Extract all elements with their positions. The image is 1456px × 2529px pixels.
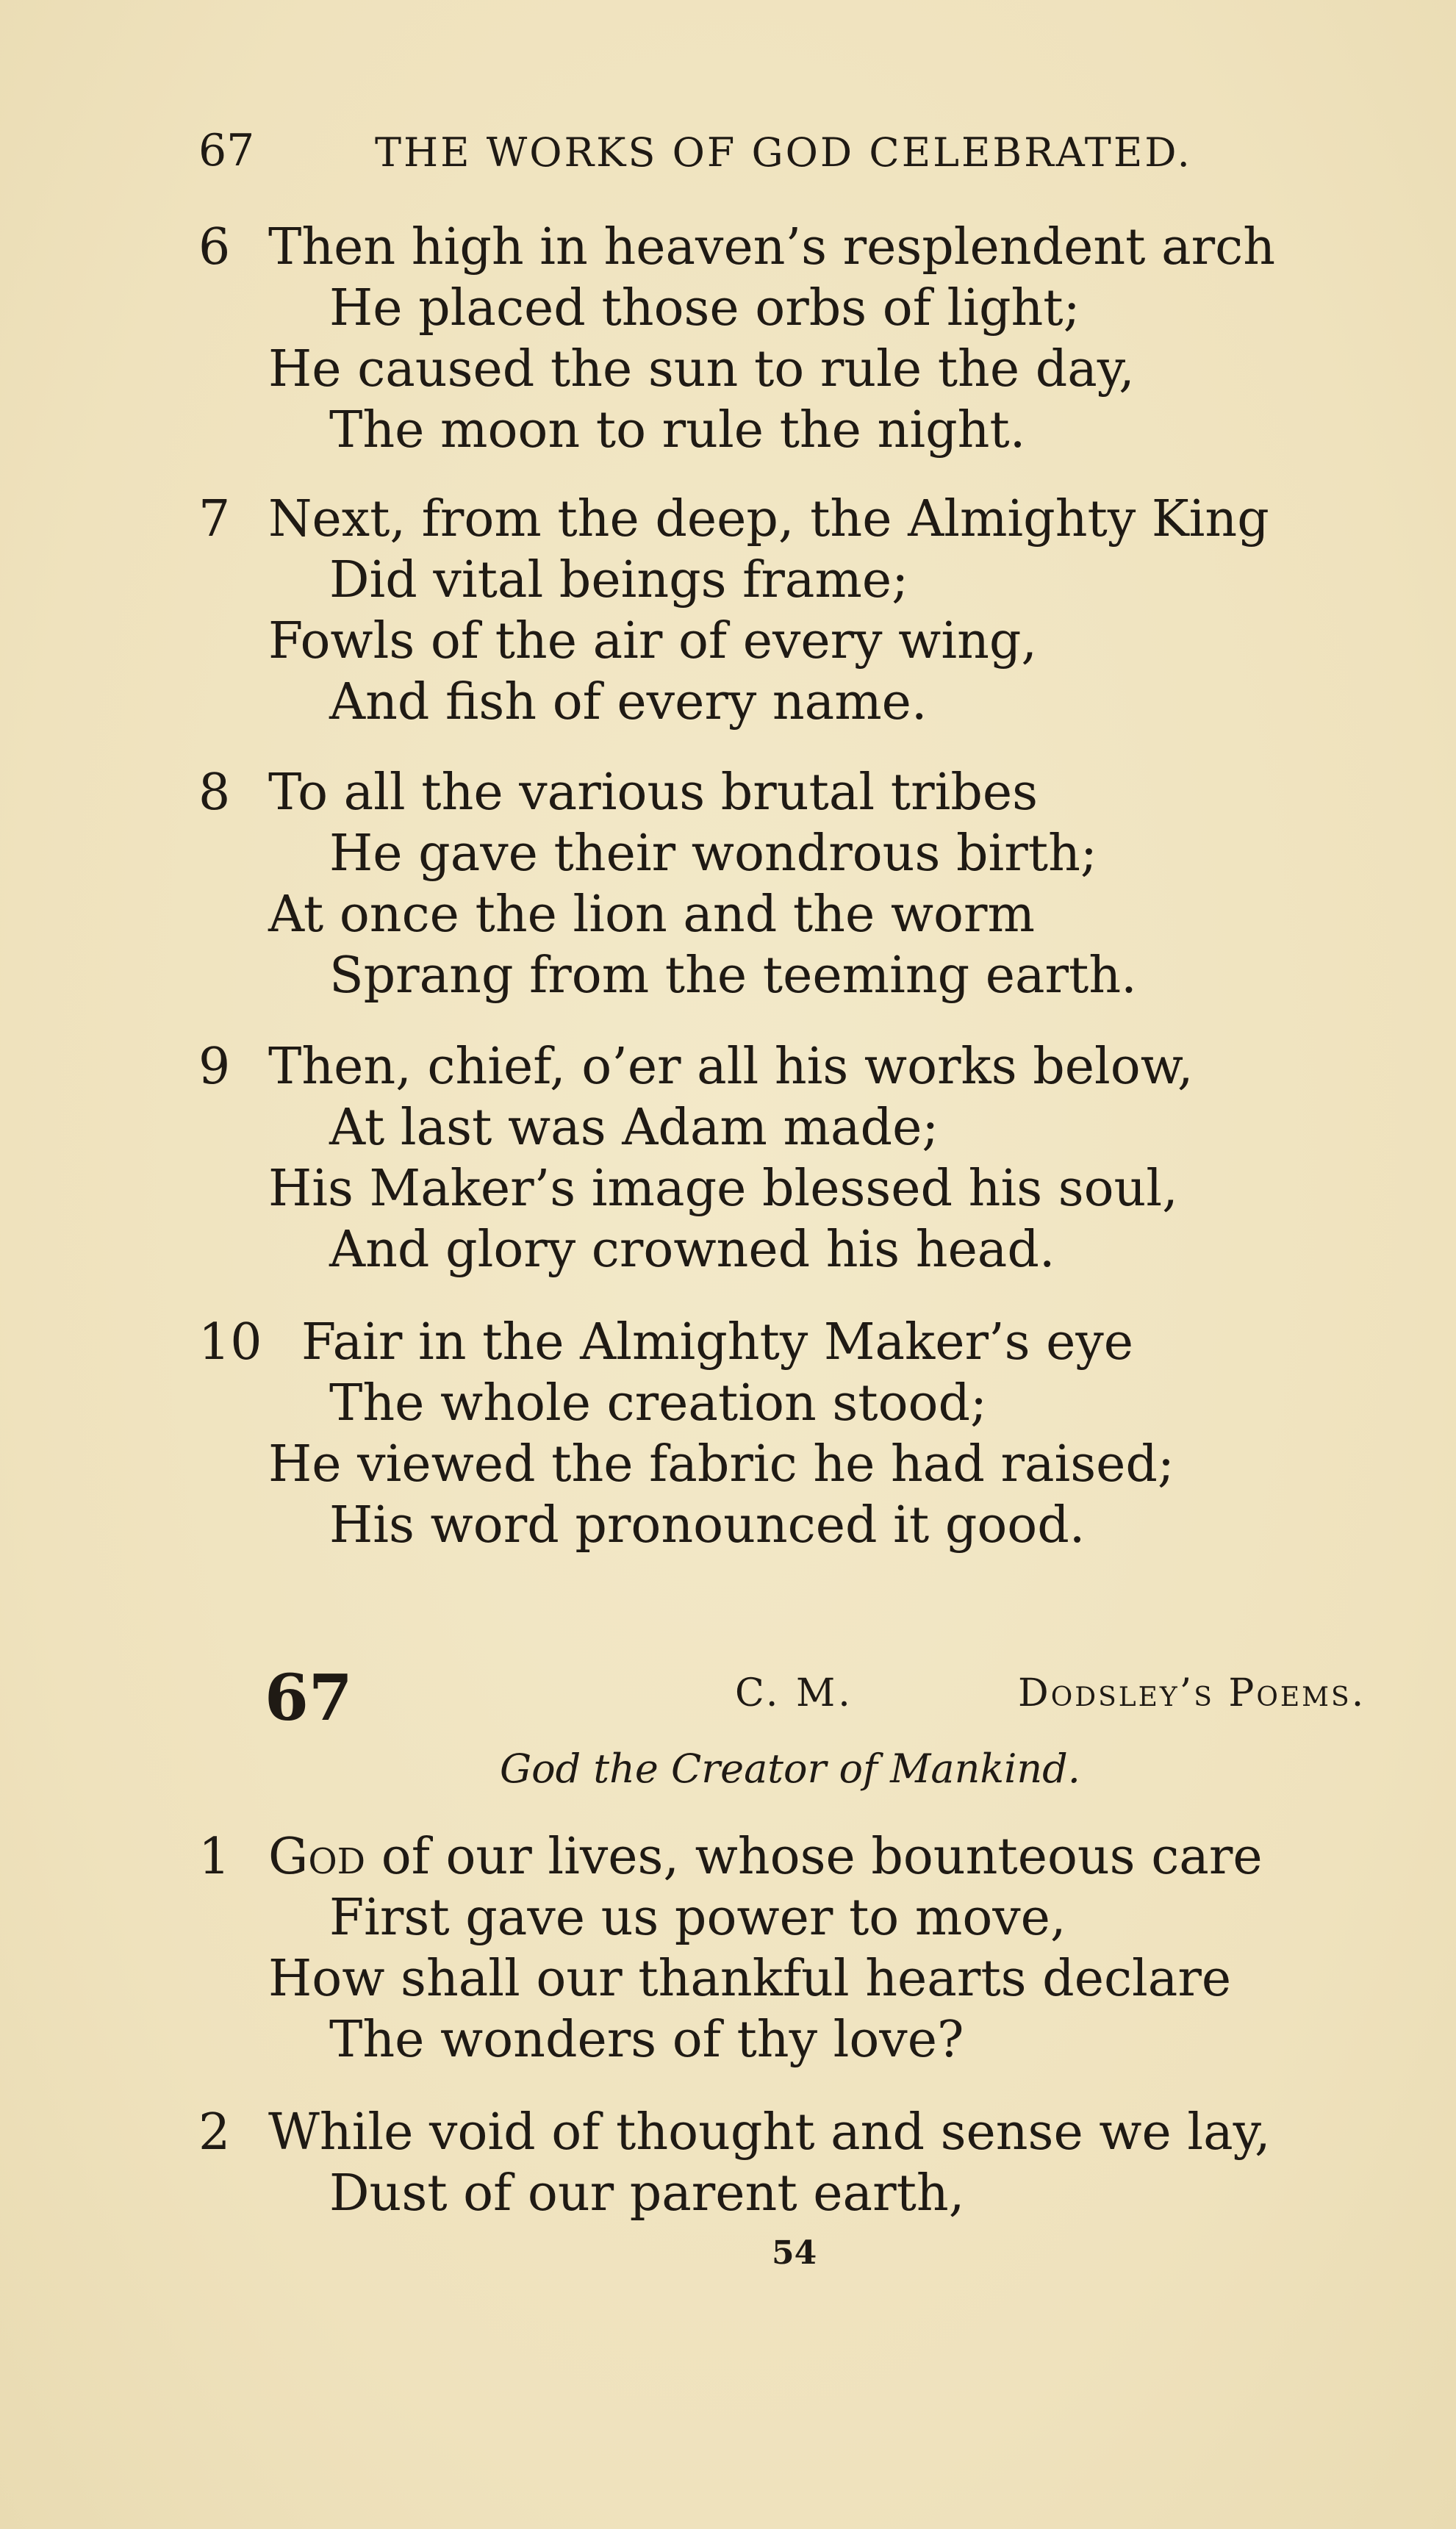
hymn-heading bbox=[265, 1661, 1396, 1735]
verse-number: 10 bbox=[198, 1313, 262, 1371]
hymn-subtitle: God the Creator of Mankind. bbox=[500, 1746, 1080, 1792]
verse-line: To all the various brutal tribes bbox=[268, 764, 1039, 822]
verse-number: 8 bbox=[198, 764, 231, 822]
verse-7 bbox=[198, 489, 1411, 733]
verse-line: While void of thought and sense we lay, bbox=[268, 2103, 1271, 2162]
verse-line: The moon to rule the night. bbox=[329, 401, 1026, 459]
folio-page-number: 54 bbox=[772, 2234, 817, 2272]
verse-line: His word pronounced it good. bbox=[329, 1496, 1086, 1554]
verse-line: And fish of every name. bbox=[329, 673, 928, 731]
verse-line: He gave their wondrous birth; bbox=[329, 825, 1097, 883]
verse-line: At once the lion and the worm bbox=[268, 886, 1035, 944]
verse-line: And glory crowned his head. bbox=[329, 1221, 1055, 1279]
verse-line: He viewed the fabric he had raised; bbox=[268, 1435, 1175, 1493]
running-head-page-number: 67 bbox=[198, 125, 255, 176]
verse-number: 9 bbox=[198, 1038, 231, 1096]
verse-line: He caused the sun to rule the day, bbox=[268, 340, 1135, 398]
hymn-verse-2 bbox=[198, 2102, 1411, 2224]
verse-number: 7 bbox=[198, 490, 231, 548]
verse-number: 2 bbox=[198, 2103, 231, 2162]
verse-line: Next, from the deep, the Almighty King bbox=[268, 490, 1269, 548]
verse-8 bbox=[198, 762, 1411, 1006]
verse-9 bbox=[198, 1036, 1411, 1280]
hymn-meter: C. M. bbox=[735, 1671, 853, 1715]
hymn-verse-1 bbox=[198, 1826, 1411, 2070]
hymn-number: 67 bbox=[265, 1661, 353, 1735]
verse-line: Sprang from the teeming earth. bbox=[329, 947, 1137, 1005]
verse-line: Fowls of the air of every wing, bbox=[268, 612, 1038, 670]
verse-number: 6 bbox=[198, 218, 231, 276]
verse-line: How shall our thankful hearts declare bbox=[268, 1950, 1232, 2008]
verse-6 bbox=[198, 217, 1411, 461]
verse-line: Did vital beings frame; bbox=[329, 551, 909, 609]
hymn-source: Dodsley’s Poems. bbox=[1018, 1671, 1366, 1715]
verse-line: Dust of our parent earth, bbox=[329, 2164, 965, 2223]
verse-line: Then high in heaven’s resplendent arch bbox=[268, 218, 1275, 276]
verse-line: First gave us power to move, bbox=[329, 1889, 1066, 1947]
verse-line: The whole creation stood; bbox=[329, 1374, 987, 1432]
verse-10 bbox=[198, 1312, 1411, 1556]
running-head bbox=[198, 125, 1227, 184]
verse-line: The wonders of thy love? bbox=[329, 2011, 964, 2069]
verse-number: 1 bbox=[198, 1828, 231, 1886]
verse-line: Then, chief, o’er all his works below, bbox=[268, 1038, 1194, 1096]
verse-first-word: God bbox=[268, 1828, 366, 1886]
verse-line: Fair in the Almighty Maker’s eye bbox=[301, 1313, 1134, 1371]
verse-line: He placed those orbs of light; bbox=[329, 279, 1080, 337]
verse-line bbox=[268, 1826, 1263, 1887]
running-head-title: THE WORKS OF GOD CELEBRATED. bbox=[375, 129, 1192, 176]
verse-line: At last was Adam made; bbox=[329, 1099, 939, 1157]
verse-line: His Maker’s image blessed his soul, bbox=[268, 1160, 1178, 1218]
verse-line-rest: of our lives, whose bounteous care bbox=[365, 1828, 1263, 1886]
